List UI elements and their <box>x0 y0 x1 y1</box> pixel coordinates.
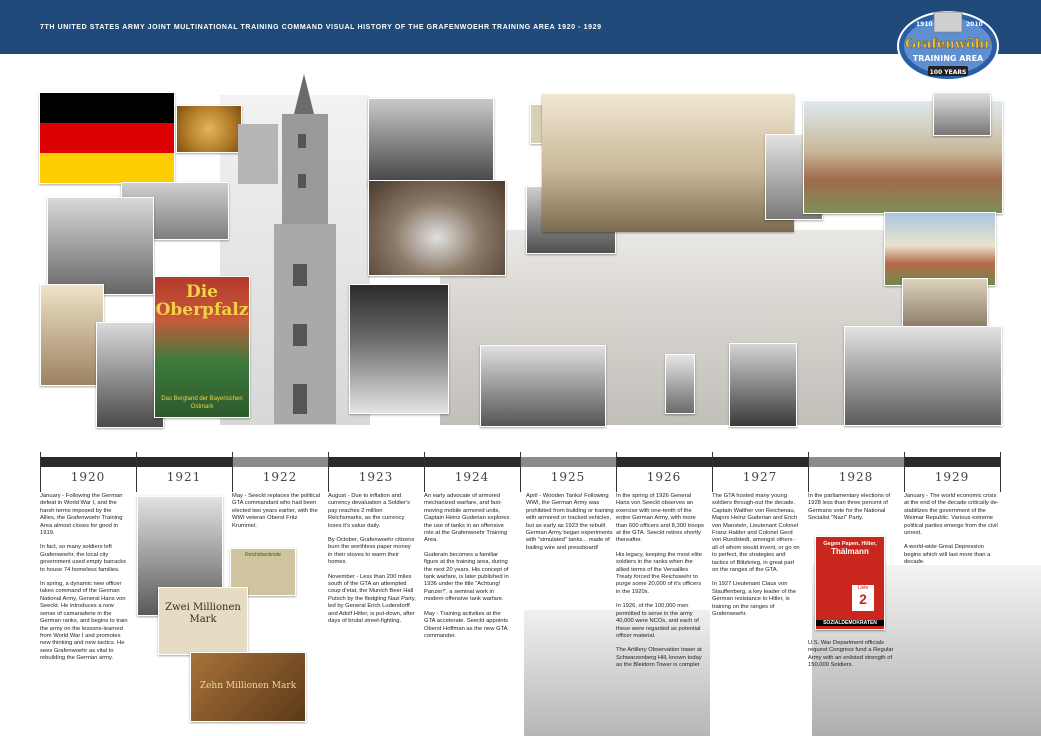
text-column-1929 <box>904 493 1000 574</box>
text-column-1927 <box>712 493 800 626</box>
election-poster-line1: Gegen Papen, Hitler, <box>823 541 877 547</box>
paragraph: His legacy, keeping the most elite soldiers in the ranks when the allied terms of the Versailles Treaty forced the Reichswehr to purge some 20,000 of it's officers in the 1920s. <box>616 551 702 595</box>
paragraph: A world-wide Great Depression begins which will last more than a decade. <box>904 544 991 566</box>
paragraph: Guderain becomes a familiar figure at the training area, during the next 20 years. His concept of tank warfare, is later published in 1936 under the title "Achtung! Panzer!", a seminal work in modern offensive tank warfare. <box>424 551 509 603</box>
election-poster-list-label: Liste <box>857 585 869 591</box>
oberpfalz-poster <box>154 276 250 418</box>
poster-title: 7TH UNITED STATES ARMY JOINT MULTINATIONAL TRAINING COMMAND VISUAL HISTORY OF THE GRAFENWOEHR TRAINING AREA 1920 - 1929 <box>40 24 602 31</box>
anniversary-logo <box>896 4 1000 84</box>
year-label-1921: 1921 <box>166 470 202 484</box>
belt-buckle-photo <box>176 105 242 153</box>
building-inset-photo <box>933 92 991 136</box>
money-burning-photo <box>349 284 449 414</box>
street-view-photo <box>844 326 1002 426</box>
paragraph: By October, Grafenwoehr citizens burn the worthless paper money in their stoves to warm their homes. <box>328 537 415 566</box>
year-label-1928: 1928 <box>838 470 874 484</box>
monument-photo <box>47 197 154 295</box>
paragraph: In the spring of 1926 General Hans von Seeckt observes an exercise with one-tenth of the entire German Army, with more than 600 officers and 8,300 troops at the GTA. Seeckt retires shortly thereafter. <box>616 493 704 544</box>
text-column-1922 <box>232 493 320 537</box>
paragraph: April - Wooden Tanks! Following WWI, the German Army was prohibited from building or training with armored or tracked vehicles, but as early as 1923 the rebuilt German Army began experiments with "simulated" tanks... made of bailing wire and pressboard! <box>526 493 614 551</box>
banknote-ten-million <box>190 652 306 722</box>
election-poster-party: SOZIALDEMOKRATEN <box>816 620 884 626</box>
paragraph: January - The world economic crisis at the end of the decade critically de-stabilizes the government of the Weimar Republic. Various extreme political parties emerge from the civil unrest. <box>904 493 999 537</box>
election-poster-line2: Thälmann <box>831 547 869 556</box>
text-column-1920 <box>40 493 128 670</box>
poster-subheading: Das Bergland der Bayerischen Ostmark <box>161 396 243 410</box>
paragraph: May - Seeckt replaces the political GTA commandant who had been elected two years earlier, with the WWI veteran Oberst Fritz Krummel. <box>232 493 320 529</box>
paragraph: In 1927 Lieutenant Claus von Stauffenberg, a key leader of the German resistance to Hitler, is training on the ranges of Grafenwoehr. <box>712 581 797 618</box>
election-poster <box>815 536 885 630</box>
marching-troops-photo <box>542 94 794 232</box>
election-poster-list-number: 2 <box>859 591 867 607</box>
year-label-1929: 1929 <box>934 470 970 484</box>
paragraph: The Artillery Observation tower at Schwarzenberg Hill, known today as the Bleidorn Tower is complet <box>616 647 702 669</box>
header-banner <box>0 0 1041 54</box>
text-column-1925 <box>526 493 614 559</box>
banknote-rentenmark-label: Reichsbanknote <box>245 552 281 558</box>
year-label-1923: 1923 <box>358 470 394 484</box>
logo-anniversary: 100 YEARS <box>929 69 967 76</box>
german-flag <box>39 92 175 184</box>
banknote-two-million-label: Zwei Millionen Mark <box>165 602 241 625</box>
text-column-1923 <box>328 493 416 633</box>
text-column-1924 <box>424 493 512 647</box>
paragraph: In the parliamentary elections of 1928 less than three percent of Germans vote for the National Socialist "Nazi" Party. <box>808 493 891 522</box>
wooden-tanks-photo <box>480 345 606 427</box>
banknote-two-million <box>158 587 248 655</box>
year-label-1924: 1924 <box>454 470 490 484</box>
paragraph: An early advocate of armored mechanized warfare, and fast-moving mobile armored units, Captain Heinz Guderian explores the use of tanks in an offensive role at the Grafenwoehr Training Area. <box>424 493 510 544</box>
logo-year-left: 1910 <box>916 21 933 28</box>
paragraph: November - Less than 200 miles south of the GTA an attempted coup d'etat, the Munich Beer Hall Putsch by the fledgling Nazi Party, led by General Erich Ludendorff and Adolf Hitler, is put-down, after days of brutal street-fighting. <box>328 573 416 625</box>
year-label-1920: 1920 <box>70 470 106 484</box>
poster-heading: Die Oberpfalz <box>155 282 249 320</box>
banknote-ten-million-label: Zehn Millionen Mark <box>199 681 297 691</box>
crowd-photo <box>368 98 494 188</box>
paragraph: In 1926, of the 100,000 men permitted to serve in the army 40,000 were NCOs, and each of these were regarded as potential officer material. <box>616 603 701 639</box>
church-photo <box>40 284 104 386</box>
timeline-tick <box>1000 452 1001 492</box>
year-label-1925: 1925 <box>550 470 586 484</box>
paragraph: The GTA hosted many young soldiers through-out the decade. Captain Walther von Reichenau, Majors Heinz Guderian and Erich von Manstein, Lieutenant Colonel Franz Halder and Colonel Gerd von Rundstedt, amongst others - all of whom would invent, or go on to perfect, the strategies and tactics of Blitzkrieg, in great part on the ranges of the GTA. <box>712 493 800 574</box>
water-tower-photo <box>238 74 354 426</box>
paragraph: In fact, so many soldiers left Grafenwoehr, the local city government used empty barracks to house 74 homeless families. <box>40 544 127 573</box>
year-label-1922: 1922 <box>262 470 298 484</box>
year-label-1926: 1926 <box>646 470 682 484</box>
paragraph: January - Following the German defeat in World War I, and the harsh terms imposed by the Allies, the Grafenwoehr Training Area almost closes for good in 1919. <box>40 493 123 537</box>
text-column-1926 <box>616 493 704 677</box>
year-label-1927: 1927 <box>742 470 778 484</box>
observation-tower-photo <box>665 354 695 414</box>
stauffenberg-portrait <box>729 343 797 427</box>
wagon-photo <box>902 278 988 332</box>
paragraph: May - Training activities at the GTA accelerate. Seeckt appoints Oberst Hoffman as the new GTA commander. <box>424 610 508 639</box>
headquarters-photo <box>884 212 996 286</box>
paragraph: August - Due to inflation and currency devaluation a Soldier's pay reaches 2 million Reichsmarks, as the currency loses it's value daily. <box>328 493 410 529</box>
paragraph: In spring, a dynamic new officer takes command of the German National Army, General Hans von Seeckt. He introduces a new sense of camaraderie in the German ranks, and begins to train the army on the lessons-learned from World War I and promotes new thinking and new tactics. He sees Grafenwoehr as vital to rebuilding the German army. <box>40 581 128 662</box>
logo-year-right: 2010 <box>966 21 983 28</box>
logo-subtitle: TRAINING AREA <box>912 54 984 63</box>
paragraph: U.S. War Department officials request Congress fund a Regular Army with an enlisted strength of 150,000 Soldiers. <box>808 640 894 669</box>
text-column-1928-lower <box>808 640 896 677</box>
archway-photo <box>368 180 506 276</box>
logo-name: Grafenwöhr <box>905 37 991 52</box>
text-column-1928 <box>808 493 896 530</box>
